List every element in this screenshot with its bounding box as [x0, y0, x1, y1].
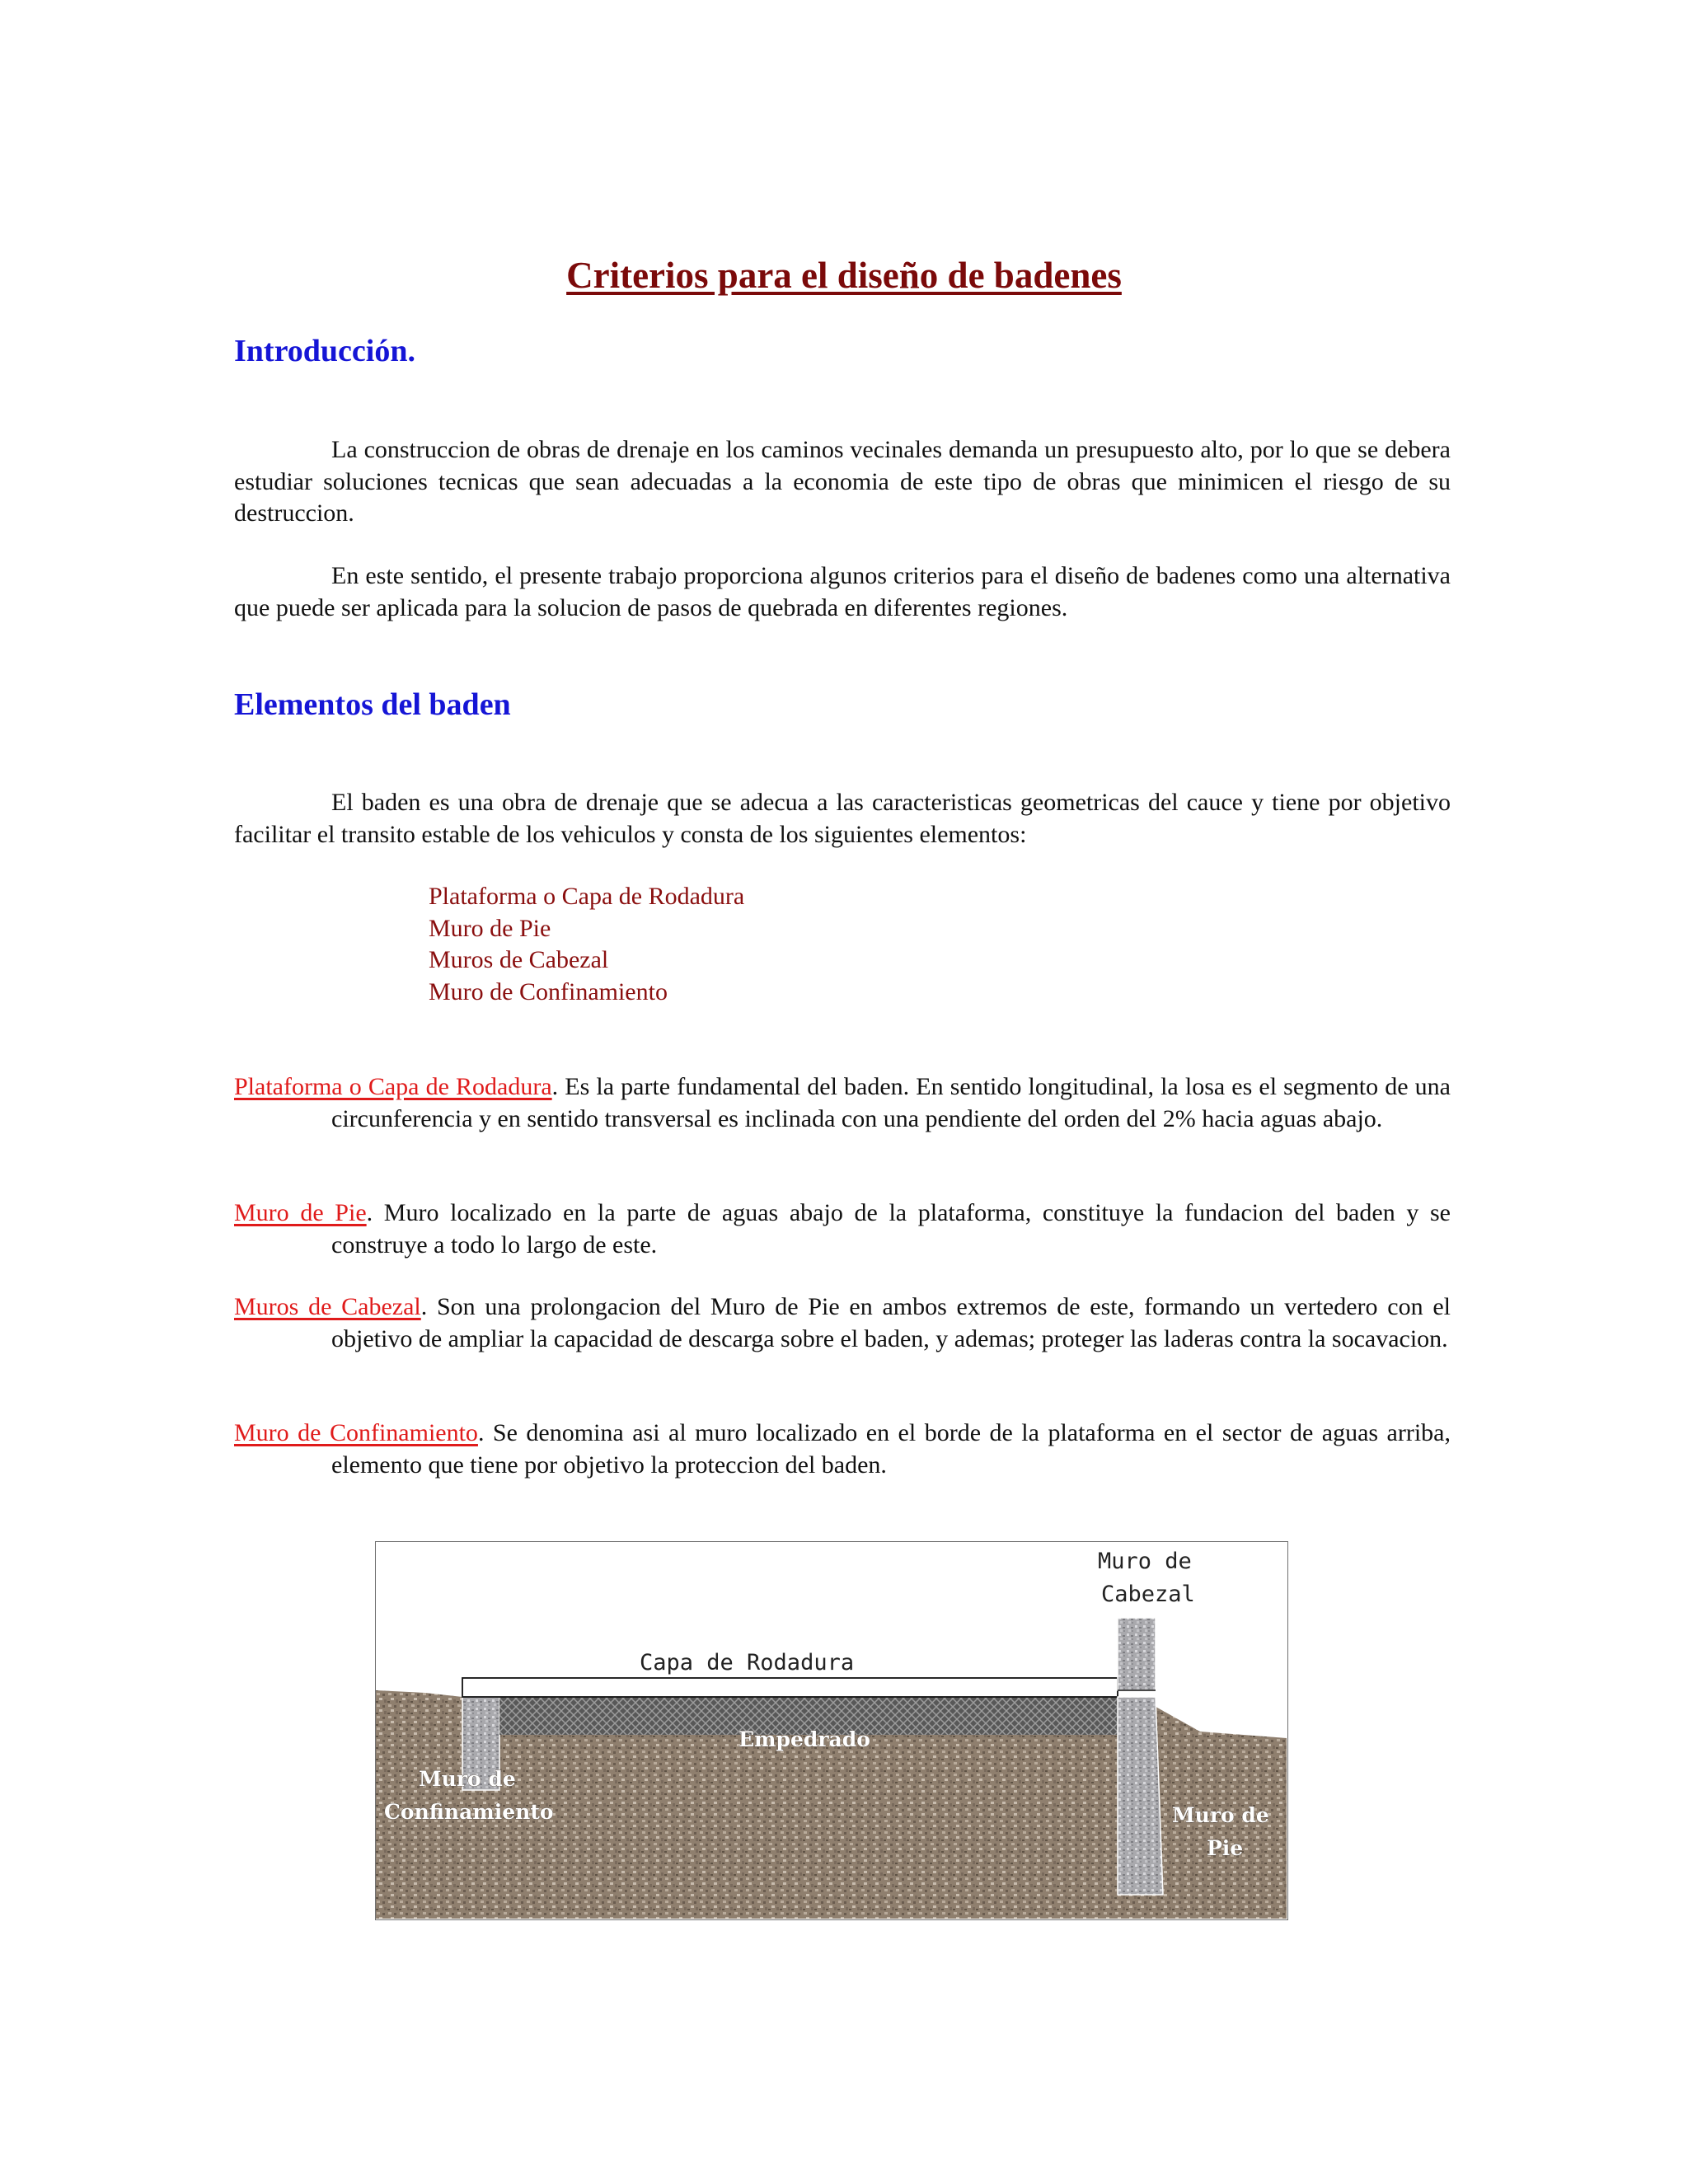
- muro-pie-shape: [1118, 1697, 1163, 1895]
- definition-muro-pie: [234, 1197, 1451, 1261]
- definition-term-link[interactable]: Muro de Pie: [234, 1199, 367, 1226]
- label-muro-cabezal-line2: Cabezal: [1101, 1582, 1195, 1607]
- label-muro-pie-line2: Pie: [1207, 1836, 1244, 1860]
- list-item: Muro de Confinamiento: [429, 977, 668, 1005]
- definition-term-link[interactable]: Muros de Cabezal: [234, 1293, 421, 1320]
- definition-text: . Son una prolongacion del Muro de Pie en ambos extremos de este, formando un vertedero con el objetivo de ampliar la capacidad de descarga sobre el baden, y ademas; proteger las laderas contra la socavacion.: [331, 1293, 1451, 1352]
- definition-term-link[interactable]: Plataforma o Capa de Rodadura: [234, 1073, 552, 1100]
- list-item: Muros de Cabezal: [429, 946, 609, 973]
- intro-paragraph-1: La construccion de obras de drenaje en los caminos vecinales demanda un presupuesto alto, por lo que se debera estudiar soluciones tecnicas que sean adecuadas a la economia de este tipo de obras que minimicen el riesgo de su destruccion.: [234, 436, 1451, 527]
- list-item: Muro de Pie: [429, 914, 551, 942]
- label-muro-cabezal-line1: Muro de: [1098, 1549, 1192, 1574]
- label-muro-pie-line1: Muro de: [1172, 1803, 1269, 1827]
- definition-muros-cabezal: [234, 1291, 1451, 1355]
- section-heading-introduccion: Introducción.: [234, 334, 415, 368]
- definition-text: . Muro localizado en la parte de aguas abajo de la plataforma, constituye la fundacion del baden y se construye a todo lo largo de este.: [331, 1199, 1451, 1258]
- label-muro-confinamiento-line2: Confinamiento: [384, 1800, 554, 1824]
- label-capa-rodadura: Capa de Rodadura: [640, 1650, 855, 1675]
- label-muro-confinamiento-line1: Muro de: [419, 1767, 516, 1791]
- elementos-paragraph: El baden es una obra de drenaje que se adecua a las caracteristicas geometricas del cauce y tiene por objetivo facilitar el transito estable de los vehiculos y consta de los siguientes elementos:: [234, 789, 1451, 848]
- definition-plataforma: [234, 1071, 1451, 1135]
- label-empedrado: Empedrado: [738, 1727, 870, 1751]
- element-list: [429, 881, 744, 1008]
- definition-text: . Se denomina asi al muro localizado en el borde de la plataforma en el sector de aguas arriba, elemento que tiene por objetivo la proteccion del baden.: [331, 1419, 1451, 1479]
- definition-term-link[interactable]: Muro de Confinamiento: [234, 1419, 478, 1446]
- muro-cabezal-shape: [1118, 1618, 1156, 1690]
- section-heading-elementos: Elementos del baden: [234, 687, 511, 722]
- intro-paragraph-2: En este sentido, el presente trabajo proporciona algunos criterios para el diseño de badenes como una alternativa que puede ser aplicada para la solucion de pasos de quebrada en diferentes regiones.: [234, 562, 1451, 621]
- baden-diagram-svg: [376, 1542, 1287, 1919]
- list-item: Plataforma o Capa de Rodadura: [429, 883, 745, 910]
- capa-rodadura-slab: [462, 1678, 1118, 1697]
- definition-text: . Es la parte fundamental del baden. En sentido longitudinal, la losa es el segmento de una circunferencia y en sentido transversal es inclinada con una pendiente del orden del 2% hacia aguas abajo.: [331, 1073, 1451, 1132]
- page-title: Criterios para el diseño de badenes: [566, 255, 1122, 296]
- baden-diagram: [375, 1541, 1288, 1920]
- definition-muro-confinamiento: [234, 1418, 1451, 1481]
